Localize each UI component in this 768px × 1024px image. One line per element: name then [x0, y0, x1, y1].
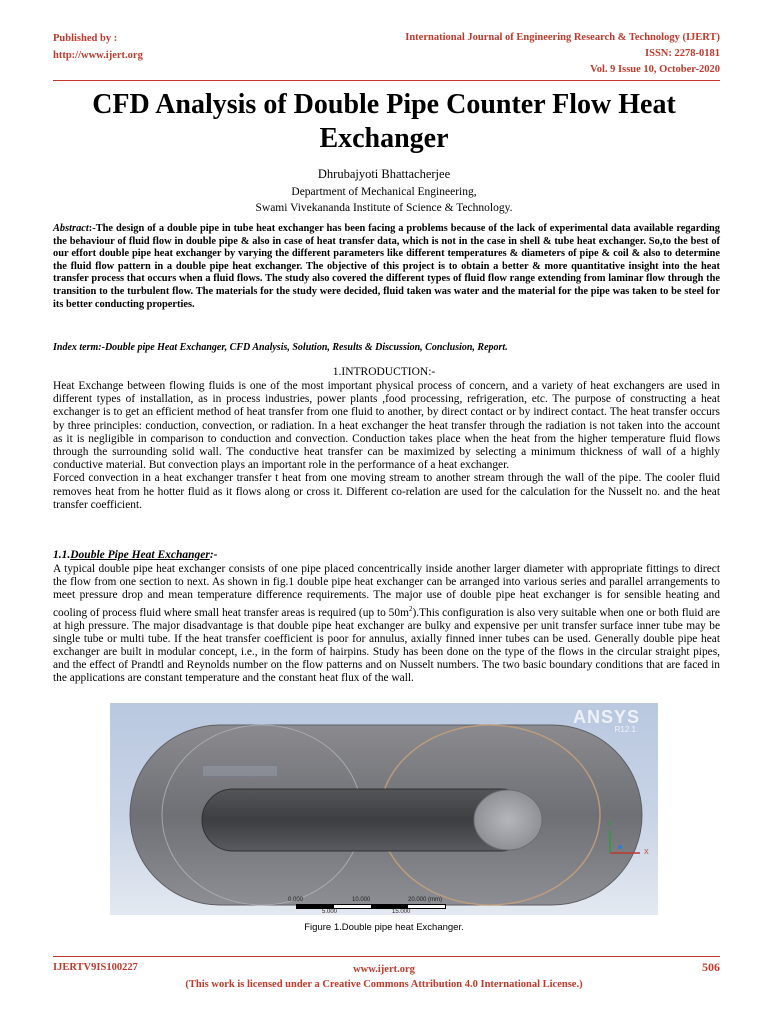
- publisher-website-link[interactable]: http://www.ijert.org: [53, 50, 143, 61]
- journal-issn: ISSN: 2278-0181: [645, 48, 720, 59]
- page-number: 506: [702, 960, 720, 974]
- scale-tick-15: 15.000: [392, 909, 411, 915]
- subsection-suffix: :-: [209, 549, 218, 561]
- axis-x-label: X: [644, 849, 649, 856]
- footer-paper-id: IJERTV9IS100227: [53, 962, 138, 973]
- scale-tick-20: 20.000 (mm): [408, 897, 443, 903]
- abstract-text: :-The design of a double pipe in tube heat exchanger has been facing a problems because of the lack of experimental data available regarding the behaviour of fluid flow in double pipe & also in case of heat transfer data, which is not in the case in shell & tube heat exchanger. So,to the best of our effort double pipe heat exchanger by varying the different parameters like different temperatures & diameters of pipe & coil & also to determine the fluid flow pattern in a double pipe heat exchanger. The objective of this project is to obtain a better & more quantitative insight into the heat transfer process that occurs when a fluid flows. The study also covered the different types of fluid flow range extending from laminar flow through the transition to the turbulent flow. The materials for the study were decided, fluid taken was water and the material for the pipe was taken to be steel for its better conducting properties.: [53, 223, 720, 310]
- abstract-label: Abstract: [53, 223, 89, 234]
- journal-volume: Vol. 9 Issue 10, October-2020: [590, 64, 720, 75]
- superscript-2: 2: [408, 604, 413, 613]
- footer-license: (This work is licensed under a Creative Commons Attribution 4.0 International License.): [185, 979, 583, 990]
- figure-heat-exchanger-render: [110, 703, 658, 915]
- introduction-body: [53, 380, 720, 512]
- ansys-logo: ANSYS: [572, 707, 640, 727]
- ansys-version: R12.1: [614, 725, 636, 734]
- subsection-number: 1.1.: [53, 549, 71, 561]
- paper-author: Dhrubajyoti Bhattacherjee: [317, 167, 451, 181]
- abstract: [53, 223, 720, 311]
- subsection-title: Double Pipe Heat Exchanger: [70, 549, 210, 561]
- figure-caption: Figure 1.Double pipe heat Exchanger.: [304, 922, 464, 933]
- footer-website-link[interactable]: www.ijert.org: [353, 964, 415, 975]
- subsection-text-part1: A typical double pipe heat exchanger consists of one pipe placed concentrically inside another larger diameter with appropriate fittings to direct the flow from one section to next. As shown in fig.1 double pipe heat exchanger can be arranged into various series and parallel arrangements to meet pressure drop and mean temperature difference requirements. The major use of double pipe heat exchanger is for sensible heating and cooling of process fluid where small heat transfer areas is required (up to 50m: [53, 563, 720, 619]
- header-journal: [405, 30, 720, 78]
- figure-scale-bar: [288, 897, 458, 919]
- paper-title: [40, 88, 728, 156]
- render-label-tag: [202, 765, 278, 777]
- header-divider: [53, 80, 720, 81]
- section-heading-introduction: 1.INTRODUCTION:-: [332, 366, 436, 378]
- subsection-body: [53, 563, 720, 686]
- paper-title-line2: Exchanger: [319, 123, 449, 154]
- introduction-paragraph-2: Forced convection in a heat exchanger transfer t heat from one moving stream to another stream through the wall of the pipe. The cooler fluid removes heat from he hotter fluid as it flows along or cross it. Different co-relation are used for the calculation for the Nusselt no. and the heat transfer coefficient.: [53, 472, 720, 511]
- subsection-text-part2: ).This configuration is also very suitable when one or both fluid are at high pressure. The major disadvantage is that double pipe heat exchanger are bulky and expensive per unit transfer surface inner tube may be single tube or multi tube. If the heat transfer coefficient is poor for annulus, axially finned inner tubes can be used. Generally double pipe heat exchanger are built in modular concept, i.e., in the form of hairpins. Study has been done on the type of the flows in the circular straight pipes, and the effect of Prandtl and Reynolds number on the flow patterns and on Nusselt numbers. The two basic boundary conditions that are faced in the applications are constant temperature and the constant heat flux of the wall.: [53, 606, 720, 685]
- scale-tick-5: 5.000: [322, 909, 338, 915]
- scale-tick-10: 10.000: [352, 897, 371, 903]
- introduction-paragraph-1: Heat Exchange between flowing fluids is one of the most important physical process of concern, and a variety of heat exchangers are used in different types of installation, as in process industries, power plants ,food processing, refrigeration, etc. The purpose of constructing a heat exchanger is to get an efficient method of heat transfer from one fluid to another, by direct contact or by indirect contact. The heat transfer occurs by three principles: conduction, convection, or radiation. In a heat exchanger the heat transfer through the radiation is not taken into the account as it is negligible in comparison to conduction and convection. Conduction takes place when the heat from the higher temperature fluid flows through the surrounding solid wall. The conductive heat transfer can be maximized by selecting a minimum thickness of wall of a highly conductive material. But convection plays an important role in the performance of a heat exchanger.: [53, 380, 720, 472]
- scale-tick-0: 0.000: [288, 897, 304, 903]
- paper-title-line1: CFD Analysis of Double Pipe Counter Flow Heat: [92, 89, 676, 120]
- inner-pipe-end-cap: [474, 790, 542, 850]
- pipe-render: [110, 703, 658, 915]
- axis-y-label: Y: [607, 821, 612, 828]
- affiliation-department: Department of Mechanical Engineering,: [291, 186, 477, 198]
- published-by-label: Published by :: [53, 33, 118, 44]
- subsection-heading: [53, 549, 218, 561]
- subsection-paragraph: [53, 563, 720, 686]
- affiliation-institute: Swami Vivekananda Institute of Science & Technology.: [255, 202, 513, 214]
- paper-affiliation: [0, 184, 768, 216]
- journal-name: International Journal of Engineering Research & Technology (IJERT): [405, 32, 720, 43]
- footer-divider: [53, 956, 720, 957]
- index-terms: Index term:-Double pipe Heat Exchanger, CFD Analysis, Solution, Results & Discussion, Conclusion, Report.: [53, 342, 508, 353]
- header-publisher: [53, 30, 143, 64]
- footer-center: [0, 962, 768, 992]
- scale-bar-graphic: [296, 904, 446, 909]
